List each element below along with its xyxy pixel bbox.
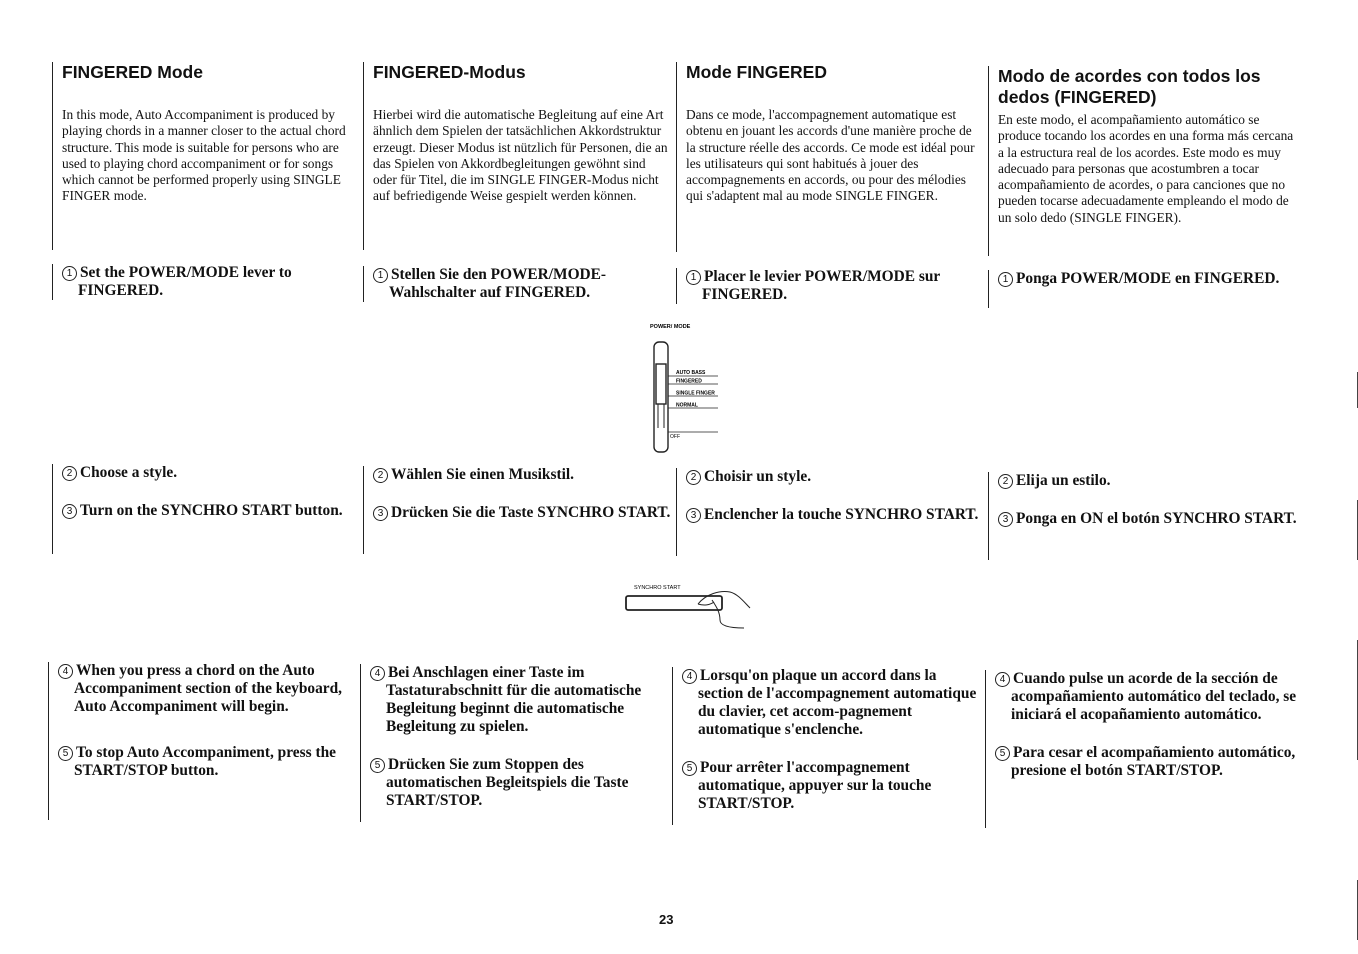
step45-block-spanish [985,670,1300,828]
step1-block-spanish [988,270,1300,308]
column-german [363,62,671,250]
intro-german: Hierbei wird die automatische Begleitung auf eine Art ähnlich dem Spielen der tatsächlichen Akkordstruktur erzeugt. Dieser Modus ist nützlich für Personen, die an das Spielen von Akkordbegleitungen gewöhnt sind oder für Titel, die im SINGLE FINGER-Modus nicht auf befriedigende Weise gespielt werden können. [373,107,668,204]
step5-spanish: 5 Para cesar el acompañamiento automático, presione el botón START/STOP. [995,744,1300,780]
step1-german: 1 Stellen Sie den POWER/MODE-Wahlschalter auf FINGERED. [373,266,671,302]
circled-5-marker: 5 [682,761,697,776]
step3-french: 3 Enclencher la touche SYNCHRO START. [686,506,984,524]
step45-block-english [48,662,358,820]
step23-block-english [52,464,360,554]
step2-spanish: 2 Elija un estilo. [998,472,1300,490]
circled-4-marker: 4 [370,666,385,681]
step2-german: 2 Wählen Sie einen Musikstil. [373,466,671,484]
circled-2-marker: 2 [686,470,701,485]
circled-1-marker: 1 [373,268,388,283]
step4-spanish: 4 Cuando pulse un acorde de la sección de acompañamiento automático del teclado, se iniciará el acopañamiento automático. [995,670,1300,724]
step23-block-german [363,466,671,554]
circled-5-marker: 5 [995,746,1010,761]
power-mode-switch-drawing [640,320,730,456]
position-auto-bass: AUTO BASS [676,370,706,376]
step3-spanish: 3 Ponga en ON el botón SYNCHRO START. [998,510,1300,528]
circled-3-marker: 3 [373,506,388,521]
intro-spanish: En este modo, el acompañamiento automático se produce tocando los acordes en una forma más cercana a la estructura real de los acordes. Este modo es muy adecuado para personas que acostumbren a tocar acompañamiento de acordes, o para canciones que no pueden tocarse adecuadamente empleando el modo de un solo dedo (SINGLE FINGER). [998,112,1294,225]
circled-2-marker: 2 [62,466,77,481]
step4-german: 4 Bei Anschlagen einer Taste im Tastaturabschnitt für die automatische Begleitung beginnt die automatische Begleitung zu spielen. [370,664,670,736]
position-fingered: FINGERED [676,378,702,385]
circled-2-marker: 2 [373,468,388,483]
circled-5-marker: 5 [58,746,73,761]
heading-german: FINGERED-Modus [373,62,526,82]
page-number: 23 [659,912,674,927]
intro-french: Dans ce mode, l'accompagnement automatique est obtenu en jouant les accords d'une manière proche de la structure réelle des accords. Ce mode est idéal pour les utilisateurs qui sont habitués à jouer des accompagnements en accords, ou pour des mélodies qui s'adaptent mal au mode SINGLE FINGER. [686,107,975,204]
step5-german: 5 Drücken Sie zum Stoppen des automatischen Begleitspiels die Taste START/STOP. [370,756,670,810]
step45-block-german [360,664,670,822]
step1-spanish: 1 Ponga POWER/MODE en FINGERED. [998,270,1300,288]
synchro-start-button-shape [626,596,722,610]
circled-1-marker: 1 [998,272,1013,287]
switch-title: POWER/ MODE [650,324,691,330]
step1-block-german [363,266,671,302]
step3-german: 3 Drücken Sie die Taste SYNCHRO START. [373,504,671,522]
step2-french: 2 Choisir un style. [686,468,984,486]
step1-english: 1 Set the POWER/MODE lever to FINGERED. [62,264,360,300]
synchro-start-label: SYNCHRO START [634,585,681,591]
heading-french: Mode FINGERED [686,62,827,82]
step4-english: 4 When you press a chord on the Auto Accompaniment section of the keyboard, Auto Accompaniment will begin. [58,662,358,716]
circled-5-marker: 5 [370,758,385,773]
circled-3-marker: 3 [686,508,701,523]
circled-4-marker: 4 [682,669,697,684]
synchro-start-drawing [620,580,760,636]
step4-french: 4 Lorsqu'on plaque un accord dans la section de l'accompagnement automatique du clavier, cet accom-pagnement automatique s'enclenche. [682,667,984,739]
step5-english: 5 To stop Auto Accompaniment, press the START/STOP button. [58,744,358,780]
position-normal: NORMAL [676,402,698,409]
step3-english: 3 Turn on the SYNCHRO START button. [62,502,360,520]
position-single-finger: SINGLE FINGER [676,390,715,397]
step1-french: 1 Placer le levier POWER/MODE sur FINGERED. [686,268,984,304]
column-english [52,62,360,250]
circled-1-marker: 1 [62,266,77,281]
step2-english: 2 Choose a style. [62,464,360,482]
circled-3-marker: 3 [62,504,77,519]
step1-block-english [52,264,360,300]
step23-block-spanish [988,472,1300,560]
circled-1-marker: 1 [686,270,701,285]
column-spanish [988,66,1300,256]
step1-block-french [676,268,984,304]
switch-lever [656,364,666,404]
heading-english: FINGERED Mode [62,62,203,82]
circled-2-marker: 2 [998,474,1013,489]
circled-3-marker: 3 [998,512,1013,527]
step45-block-french [672,667,984,825]
heading-spanish: Modo de acordes con todos los dedos (FINGERED) [998,66,1261,107]
circled-4-marker: 4 [58,664,73,679]
column-french [676,62,984,252]
circled-4-marker: 4 [995,672,1010,687]
step23-block-french [676,468,984,556]
position-off: OFF [670,434,680,440]
intro-english: In this mode, Auto Accompaniment is produced by playing chords in a manner closer to the actual chord structure. This mode is suitable for persons who are used to playing chord accompaniment or for songs which cannot be performed properly using SINGLE FINGER mode. [62,107,346,204]
step5-french: 5 Pour arrêter l'accompagnement automatique, appuyer sur la touche START/STOP. [682,759,984,813]
synchro-start-figure [620,580,760,636]
power-mode-switch-figure [640,320,730,456]
